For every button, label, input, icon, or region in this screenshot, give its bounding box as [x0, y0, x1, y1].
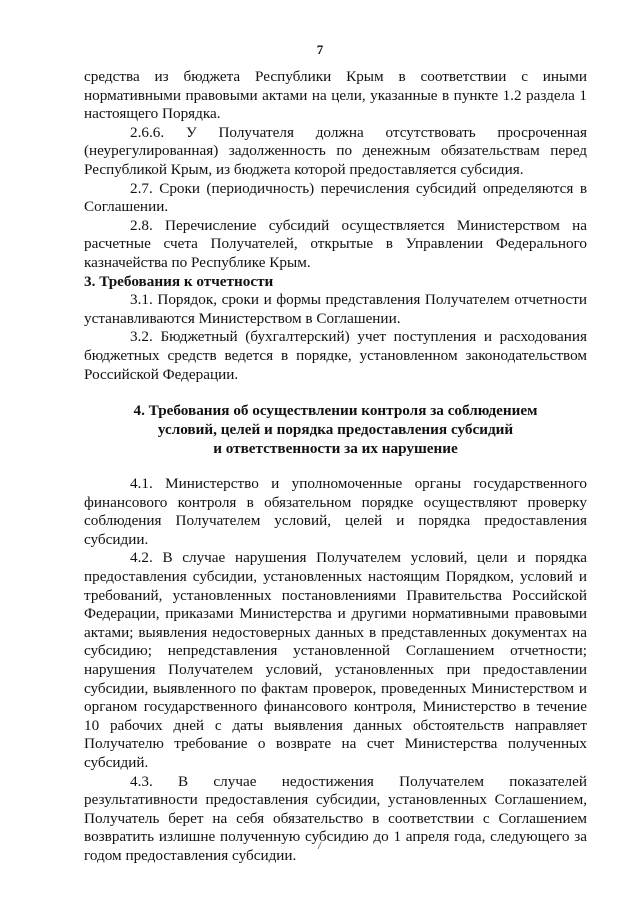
paragraph-continuation: средства из бюджета Республики Крым в соответствии с иными нормативными правовыми актами на цели, указанные в пункте 1.2 раздела 1 настоящего Порядка. — [84, 68, 587, 123]
page-number: 7 — [316, 42, 324, 57]
section-4-heading-line-2: условий, целей и порядка предоставления субсидий — [157, 421, 514, 439]
section-4-heading-line-1: 4. Требования об осуществлении контроля за соблюдением — [133, 402, 538, 420]
paragraph-2-8: 2.8. Перечисление субсидий осуществляется Министерством на расчетные счета Получателей, открытые в Управлении Федерального казначейства по Республике Крым. — [84, 216, 587, 271]
paragraph-4-1: 4.1. Министерство и уполномоченные органы государственного финансового контроля в обязательном порядке осуществляют проверку соблюдения Получателем условий, целей и порядка предоставления субсидии. — [84, 475, 587, 548]
document-body — [84, 68, 587, 866]
paragraph-3-1: 3.1. Порядок, сроки и формы представления Получателем отчетности устанавливаются Министерством в Соглашении. — [84, 291, 587, 327]
section-3-heading: 3. Требования к отчетности — [84, 272, 274, 290]
paragraph-4-2: 4.2. В случае нарушения Получателем условий, цели и порядка предоставления субсидии, установленных настоящим Порядком, условий и требований, установленных постановлениями Правительства Российской Федерации, приказами Министерства и другими нормативными правовыми актами; выявления недостоверных данных в представленных документах на субсидию; непредставления установленной Соглашением отчетности; нарушения Получателем условий, установленных при предоставлении субсидии, выявленного по фактам проверок, проведенных Министерством и органом государственного финансового контроля, Министерство в течение 10 рабочих дней с даты выявления данных обстоятельств направляет Получателю требование о возврате на счет Министерства полученных субсидий. — [84, 549, 587, 771]
paragraph-4-3: 4.3. В случае недостижения Получателем показателей результативности предоставления субсидии, установленных Соглашением, Получатель берет на себя обязательство в соответствии с Соглашением возвратить излишне полученную субсидию до 1 апреля года, следующего за годом предоставления субсидии. — [84, 772, 587, 864]
section-4-heading — [84, 401, 587, 458]
paragraph-3-2: 3.2. Бюджетный (бухгалтерский) учет поступления и расходования бюджетных средств ведется в порядке, установленном законодательством Российской Федерации. — [84, 328, 587, 383]
paragraph-2-6-6: 2.6.6. У Получателя должна отсутствовать просроченная (неурегулированная) задолженность по денежным обязательствам перед Республикой Крым, из бюджета которой предоставляется субсидия. — [84, 123, 587, 178]
paragraph-2-7: 2.7. Сроки (периодичность) перечисления субсидий определяются в Соглашении. — [84, 179, 587, 216]
section-4-heading-line-3: и ответственности за их нарушение — [213, 440, 458, 458]
